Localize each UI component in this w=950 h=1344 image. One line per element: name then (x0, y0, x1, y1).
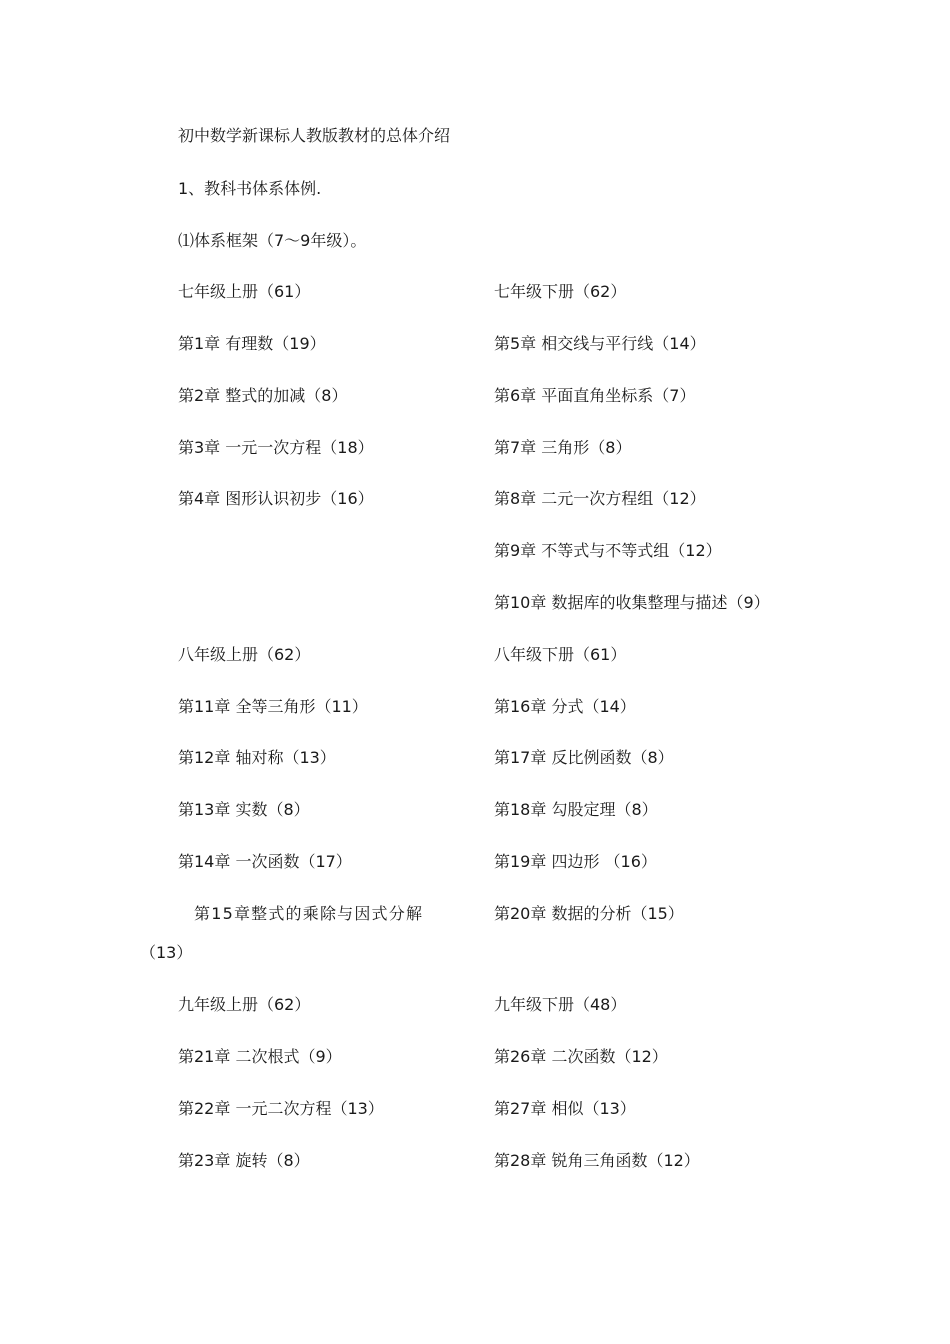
grade8-upper-heading: 八年级上册（62） (178, 645, 311, 664)
grade7-upper-heading: 七年级上册（61） (178, 282, 311, 301)
document-title: 初中数学新课标人教版教材的总体介绍 (178, 126, 451, 145)
chapter-item: 第16章 分式（14） (494, 697, 636, 716)
chapter-item-wrapped-line2: （13） (140, 943, 193, 962)
subsection-heading: ⑴体系框架（7～9年级）。 (178, 231, 367, 250)
chapter-item-wrapped-line1: 第15章整式的乘除与因式分解 (194, 904, 424, 923)
chapter-item: 第22章 一元二次方程（13） (178, 1099, 384, 1118)
chapter-item: 第21章 二次根式（9） (178, 1047, 342, 1066)
chapter-item: 第7章 三角形（8） (494, 438, 632, 457)
chapter-item: 第9章 不等式与不等式组（12） (494, 541, 722, 560)
chapter-item: 第27章 相似（13） (494, 1099, 636, 1118)
chapter-item: 第11章 全等三角形（11） (178, 697, 368, 716)
chapter-item: 第14章 一次函数（17） (178, 852, 352, 871)
chapter-item: 第3章 一元一次方程（18） (178, 438, 374, 457)
chapter-item: 第19章 四边形 （16） (494, 852, 657, 871)
chapter-item: 第2章 整式的加减（8） (178, 386, 348, 405)
chapter-item: 第1章 有理数（19） (178, 334, 326, 353)
chapter-item: 第4章 图形认识初步（16） (178, 489, 374, 508)
chapter-item: 第13章 实数（8） (178, 800, 310, 819)
chapter-item: 第17章 反比例函数（8） (494, 748, 674, 767)
chapter-item: 第5章 相交线与平行线（14） (494, 334, 706, 353)
chapter-item: 第6章 平面直角坐标系（7） (494, 386, 696, 405)
section-heading: 1、教科书体系体例. (178, 179, 322, 198)
chapter-item: 第20章 数据的分析（15） (494, 904, 684, 923)
grade7-lower-heading: 七年级下册（62） (494, 282, 627, 301)
chapter-item: 第26章 二次函数（12） (494, 1047, 668, 1066)
grade8-lower-heading: 八年级下册（61） (494, 645, 627, 664)
chapter-item: 第8章 二元一次方程组（12） (494, 489, 706, 508)
grade9-upper-heading: 九年级上册（62） (178, 995, 311, 1014)
grade9-lower-heading: 九年级下册（48） (494, 995, 627, 1014)
chapter-item: 第28章 锐角三角函数（12） (494, 1151, 700, 1170)
chapter-item: 第12章 轴对称（13） (178, 748, 336, 767)
chapter-item: 第23章 旋转（8） (178, 1151, 310, 1170)
chapter-item: 第10章 数据库的收集整理与描述（9） (494, 593, 770, 612)
chapter-item: 第18章 勾股定理（8） (494, 800, 658, 819)
